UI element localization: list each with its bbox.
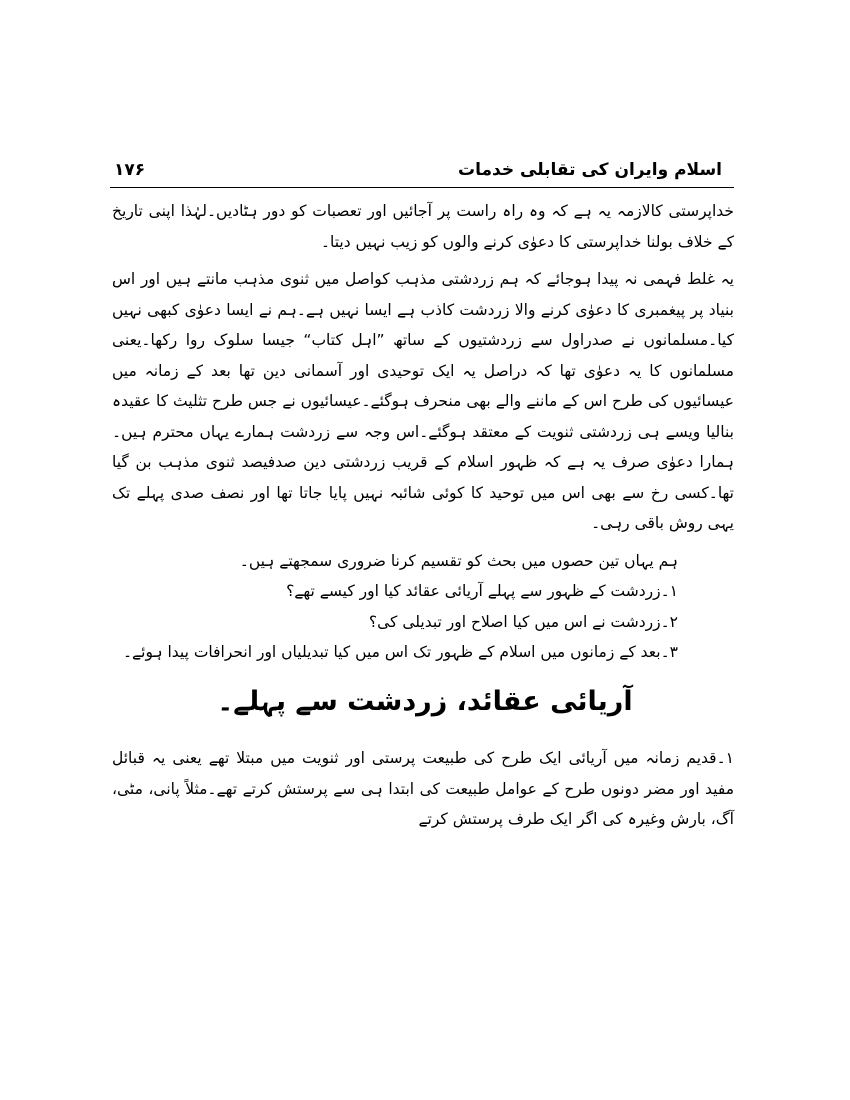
section-heading: آریائی عقائد، زردشت سے پہلے۔ xyxy=(217,686,633,717)
closing-paragraph: ۱۔قدیم زمانہ میں آریائی ایک طرح کی طبیعت پرستی اور ثنویت میں مبتلا تھے یعنی یہ قبائل مفید اور مضر دونوں طرح کے عوامل طبیعت کی ابتدا ہی سے پرستش کرتے تھے۔مثلاً پانی، مٹی، آگ، بارش وغیرہ کی اگر ایک طرف پرستش کرتے xyxy=(112,749,734,828)
list-item-3: ۳۔بعد کے زمانوں میں اسلام کے ظہور تک اس میں کیا تبدیلیاں اور انحرافات پیدا ہوئے۔ xyxy=(122,643,678,661)
running-header-title: اسلام وایران کی تقابلی خدمات xyxy=(458,160,722,180)
header-divider xyxy=(110,187,734,188)
list-intro: ہم یہاں تین حصوں میں بحث کو تقسیم کرنا ضروری سمجھتے ہیں۔ xyxy=(239,551,678,570)
list-item-2: ۲۔زردشت نے اس میں کیا اصلاح اور تبدیلی کی؟ xyxy=(368,612,678,631)
topic-list xyxy=(112,546,734,668)
page-number: ۱۷۶ xyxy=(114,160,146,180)
list-item-1: ۱۔زردشت کے ظہور سے پہلے آریائی عقائد کیا اور کیسے تھے؟ xyxy=(286,582,678,600)
paragraph-1: خداپرستی کالازمہ یہ ہے کہ وہ راہ راست پر آجائیں اور تعصبات کو دور ہٹادیں۔لہٰذا اپنی تاریخ کے خلاف بولنا خداپرستی کا دعوٰی کرنے والوں کو زیب نہیں دیتا۔ xyxy=(112,202,734,251)
main-text xyxy=(112,196,734,668)
closing-text xyxy=(112,743,734,835)
paragraph-2: یہ غلط فہمی نہ پیدا ہوجائے کہ ہم زردشتی مذہب کواصل میں ثنوی مذہب مانتے ہیں اور اس بنیاد پر پیغمبری کا دعوٰی کرنے والا زردشت کاذب ہے ایسا نہیں ہے۔ہم نے ایسا دعوٰی کبھی نہیں کیا۔مسلمانوں نے صدراول سے زردشتیوں کے ساتھ ”اہل کتاب“ جیسا سلوک روا رکھا۔یعنی مسلمانوں کا یہ دعوٰی تھا کہ دراصل یہ ایک توحیدی اور آسمانی دین تھا بعد کے زمانہ میں عیسائیوں کی طرح اس کے ماننے والے بھی منحرف ہوگئے۔عیسائیوں نے جس طرح تثلیث کا عقیدہ بنالیا ویسے ہی زردشتی ثنویت کے معتقد ہوگئے۔اس وجہ سے زردشت ہمارے یہاں محترم ہیں۔ہمارا دعوٰی صرف یہ ہے کہ ظہور اسلام کے قریب زردشتی دین صدفیصد ثنوی مذہب بن گیا تھا۔کسی رخ سے بھی اس میں توحید کا کوئی شائبہ نہیں پایا جاتا تھا اور نصف صدی پہلے تک یہی روش باقی رہی۔ xyxy=(112,270,734,532)
